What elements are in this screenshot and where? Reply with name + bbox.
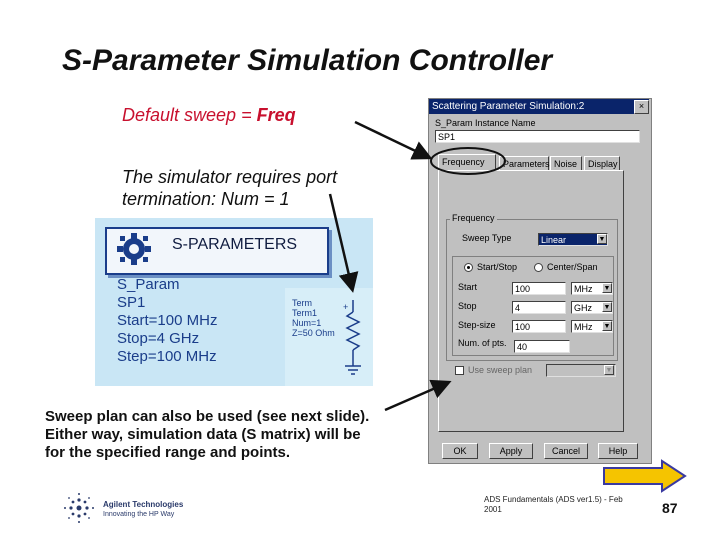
default-sweep-prefix: Default sweep =	[122, 105, 257, 125]
start-input[interactable]: 100	[512, 282, 566, 295]
cancel-button[interactable]: Cancel	[544, 443, 588, 459]
sweep-type-select[interactable]: Linear	[538, 233, 608, 246]
termination-line-1: The simulator requires port	[122, 167, 338, 187]
term-line: Z=50 Ohm	[292, 328, 335, 338]
help-button[interactable]: Help	[598, 443, 638, 459]
company-branding	[103, 500, 183, 520]
slide-title: S-Parameter Simulation Controller	[62, 44, 553, 77]
footer-reference-line-2: 2001	[484, 505, 502, 514]
center-span-label: Center/Span	[547, 262, 598, 272]
agilent-spark-logo-icon	[60, 491, 98, 525]
dialog-title: Scattering Parameter Simulation:2	[432, 101, 585, 112]
sparam-line: Stop=4 GHz	[117, 330, 200, 347]
sparam-line: SP1	[117, 294, 146, 311]
default-sweep-arrow	[355, 122, 428, 157]
close-button[interactable]: ×	[634, 100, 649, 114]
footer-reference	[484, 495, 624, 515]
term-line: Term1	[292, 308, 318, 318]
sparam-line: Start=100 MHz	[117, 312, 218, 329]
step-unit-dropdown-icon[interactable]: ▼	[603, 323, 611, 330]
termination-arrow	[330, 194, 352, 288]
ok-button[interactable]: OK	[442, 443, 478, 459]
company-name: Agilent Technologies	[103, 500, 184, 509]
tab-display[interactable]: Display	[584, 156, 620, 170]
instance-name-input[interactable]: SP1	[435, 130, 640, 143]
stop-unit-select[interactable]: GHz	[571, 301, 613, 314]
stop-label: Stop	[458, 301, 477, 311]
step-unit-select[interactable]: MHz	[571, 320, 613, 333]
svg-text:+: +	[343, 302, 349, 312]
page-number: 87	[662, 500, 678, 516]
next-arrow-icon[interactable]	[602, 459, 688, 493]
start-unit-dropdown-icon[interactable]: ▼	[603, 285, 611, 292]
sweep-type-label: Sweep Type	[462, 233, 512, 243]
sweep-line-2: Either way, simulation data (S matrix) will be	[45, 426, 361, 443]
sweep-plan-arrow	[385, 383, 447, 410]
sparam-line: S_Param	[117, 276, 180, 293]
tab-noise[interactable]: Noise	[550, 156, 582, 170]
sweep-line-3: for the specified range and points.	[45, 444, 291, 461]
footer-reference-line-1: ADS Fundamentals (ADS ver1.5) - Feb	[484, 495, 623, 504]
use-sweep-plan-label: Use sweep plan	[468, 365, 533, 375]
termination-line-2: termination: Num = 1	[122, 189, 290, 209]
step-size-label: Step-size	[458, 320, 496, 330]
stop-input[interactable]: 4	[512, 301, 566, 314]
sweep-plan-dropdown-icon[interactable]: ▼	[605, 367, 613, 374]
frequency-tab-highlight	[431, 148, 505, 174]
stop-unit-dropdown-icon[interactable]: ▼	[603, 304, 611, 311]
tab-parameters[interactable]: Parameters	[499, 156, 549, 170]
instance-name-label: S_Param Instance Name	[435, 118, 536, 128]
sparam-header-label: S-PARAMETERS	[172, 236, 298, 253]
sparam-line: Step=100 MHz	[117, 348, 217, 365]
start-stop-label: Start/Stop	[477, 262, 518, 272]
sweep-line-1: Sweep plan can also be used (see next slide).	[45, 408, 370, 425]
frequency-group-label: Frequency	[452, 213, 495, 223]
num-points-input[interactable]: 40	[514, 340, 570, 353]
sweep-type-dropdown-icon[interactable]: ▼	[598, 236, 606, 243]
num-points-label: Num. of pts.	[458, 338, 507, 348]
apply-button[interactable]: Apply	[489, 443, 533, 459]
default-sweep-value: Freq	[256, 105, 296, 125]
start-unit-select[interactable]: MHz	[571, 282, 613, 295]
term-line: Term	[292, 298, 312, 308]
company-tagline: Innovating the HP Way	[103, 511, 175, 518]
term-line: Num=1	[292, 318, 322, 328]
start-label: Start	[458, 282, 478, 292]
step-size-input[interactable]: 100	[512, 320, 566, 333]
tab-frequency[interactable]: Frequency	[438, 154, 496, 170]
